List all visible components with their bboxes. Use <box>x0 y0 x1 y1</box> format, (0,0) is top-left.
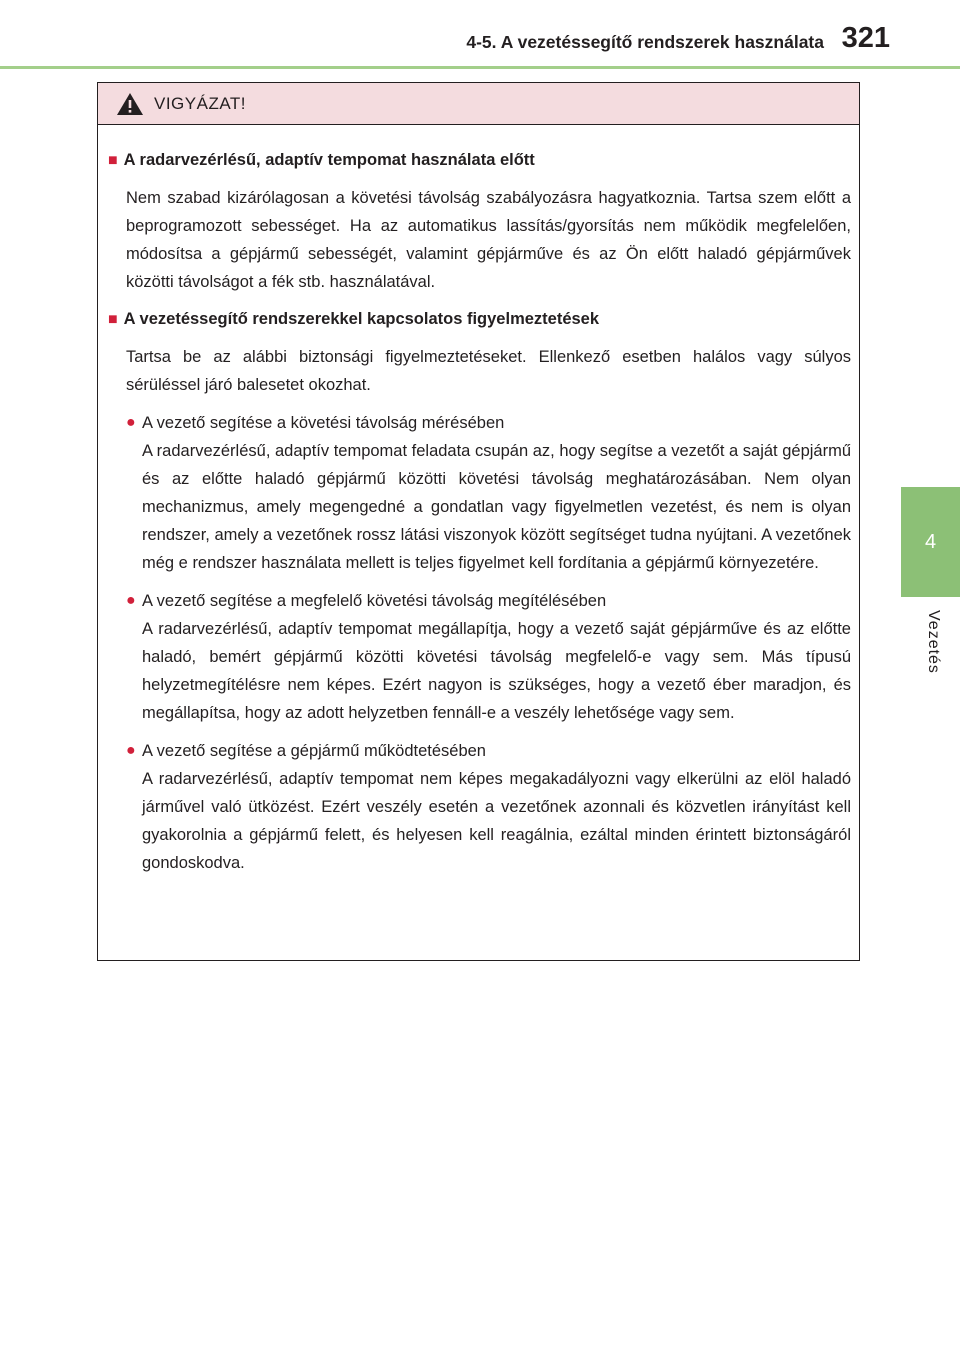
list-item <box>126 737 851 877</box>
circle-bullet-icon: ● <box>126 742 136 759</box>
list-item-text: A radarvezérlésű, adaptív tempomat nem képes megakadályozni vagy elkerülni az elöl haladó járművel való ütközést. Ezért veszély esetén a vezetőnek azonnali és közvetlen irányítást kell gyakorolnia a gépjármű felett, és helyesen kell reagálnia, ezáltal minden érintett biztonságáról gondoskodva. <box>142 770 851 872</box>
chapter-number: 4 <box>924 530 937 553</box>
square-bullet-icon: ■ <box>108 152 118 169</box>
header-divider <box>0 66 960 69</box>
list-item-content <box>142 737 851 877</box>
chapter-label: Vezetés <box>925 610 942 674</box>
list-item-text: A radarvezérlésű, adaptív tempomat feladata csupán az, hogy segítse a vezetőt a saját gépjármű és az előtte haladó gépjármű közötti követési távolság meghatározásában. Nem olyan mechanizmus, amely megengedné a gondatlan vagy figyelmetlen vezetést, és nem is olyan rendszer, amely a vezetőnek rossz látási viszonyok között segítséget tudna nyújtani. A vezetőnek még e rendszer használata mellett is teljes figyelmet kell fordítania a gépjármű környezetére. <box>142 442 852 572</box>
paragraph: Nem szabad kizárólagosan a követési távolság szabályozásra hagyatkoznia. Tartsa szem előtt a beprogramozott sebességet. Ha az automatikus lassítás/gyorsítás nem működik megfelelően, módosítsa a gépjármű sebességét, valamint gépjárműve és az Ön előtt haladó gépjárművek közötti távolságot a fék stb. használatával. <box>126 189 851 291</box>
warning-header <box>98 83 859 125</box>
warning-box <box>97 82 860 961</box>
list-item <box>126 587 851 727</box>
warning-body <box>98 125 859 877</box>
chapter-tab <box>901 487 960 597</box>
list-item-title: A vezető segítése a megfelelő követési távolság megítélésében <box>142 592 607 610</box>
circle-bullet-icon: ● <box>126 592 136 609</box>
list-item-content <box>142 409 851 577</box>
section-heading-text: A radarvezérlésű, adaptív tempomat használata előtt <box>123 151 535 169</box>
section-heading-text: A vezetéssegítő rendszerekkel kapcsolatos figyelmeztetések <box>123 310 600 328</box>
list-item-title: A vezető segítése a gépjármű működtetésében <box>142 742 486 760</box>
circle-bullet-icon: ● <box>126 414 136 431</box>
section-heading <box>108 306 851 333</box>
section-heading <box>108 147 851 174</box>
square-bullet-icon: ■ <box>108 311 118 328</box>
list-item-content <box>142 587 851 727</box>
list-item-title: A vezető segítése a követési távolság mérésében <box>142 414 505 432</box>
section-title: 4-5. A vezetéssegítő rendszerek használata <box>466 32 824 52</box>
list-item <box>126 409 851 577</box>
warning-triangle-icon <box>116 92 144 116</box>
page-number: 321 <box>841 22 890 54</box>
paragraph: Tartsa be az alábbi biztonsági figyelmeztetéseket. Ellenkező esetben halálos vagy súlyos sérüléssel járó balesetet okozhat. <box>126 348 851 394</box>
warning-title: VIGYÁZAT! <box>154 93 247 113</box>
list-item-text: A radarvezérlésű, adaptív tempomat megállapítja, hogy a vezető saját gépjárműve és az előtte haladó, bemért gépjármű közötti követési távolság megfelelő-e vagy sem. Más típusú helyzetmegítélésre nem képes. Ezért nagyon is szükséges, hogy a vezető éber maradjon, és megállapítsa, hogy az adott helyzetben fennáll-e a veszély lehetősége vagy sem. <box>142 620 851 722</box>
